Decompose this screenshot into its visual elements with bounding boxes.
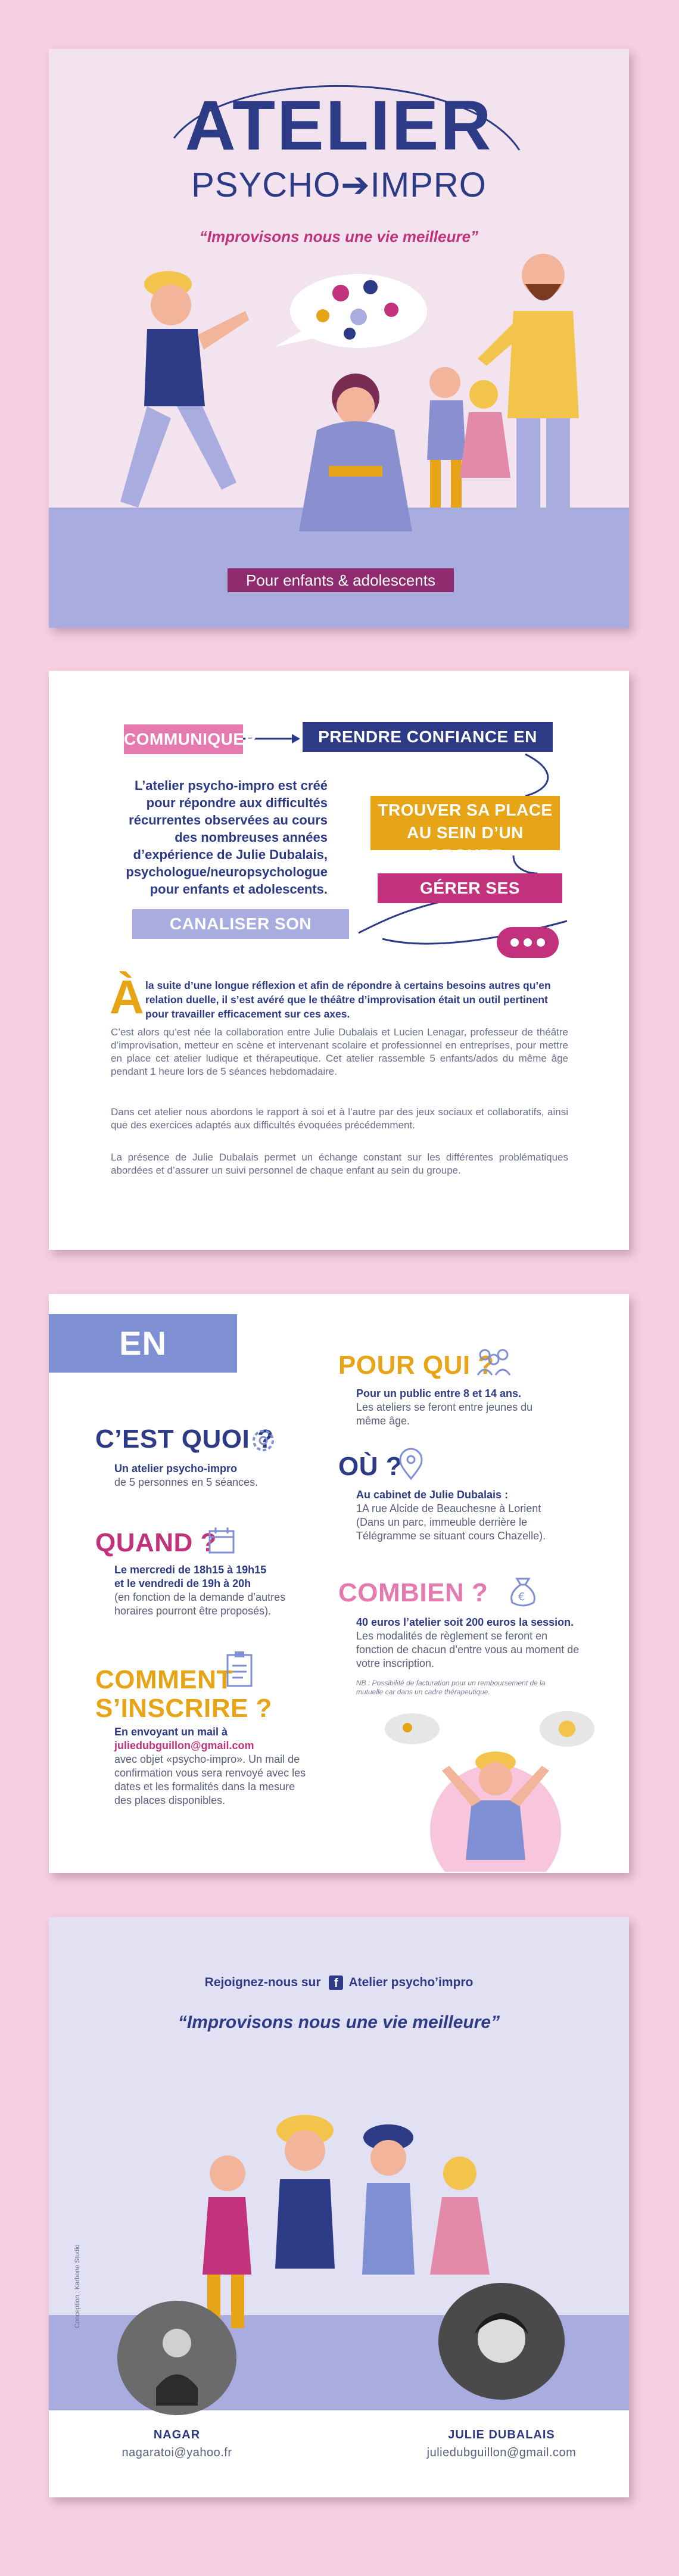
qui-bold: Pour un public entre 8 et 14 ans.	[356, 1387, 522, 1399]
quoi-bold: Un atelier psycho-impro	[114, 1463, 238, 1474]
audience-banner: Pour enfants & adolescents	[228, 568, 454, 592]
calendar-icon	[205, 1524, 238, 1557]
label-place-line2: AU SEIN D’UN GROUPE	[407, 823, 524, 864]
presentation-panel	[49, 671, 629, 1250]
contact-panel	[49, 1917, 629, 2497]
heading-ou: OÙ ?	[338, 1452, 403, 1481]
person2-email[interactable]: juliedubguillon@gmail.com	[426, 2446, 577, 2459]
quand-bold1: Le mercredi de 18h15 à 19h15	[114, 1564, 267, 1576]
quand-bold2: et le vendredi de 19h à 20h	[114, 1578, 251, 1589]
ou-text	[356, 1488, 553, 1543]
person2-name: JULIE DUBALAIS	[448, 2428, 555, 2441]
summary-heading: EN RÉSUMÉ	[49, 1314, 237, 1373]
label-communiquer: COMMUNIQUER	[124, 724, 243, 754]
lead-paragraph: la suite d’une longue réflexion et afin de répondre à certains besoins autres qu’en relation duelle, il s’est avéré que le théâtre d’improvisation était un outil pertinent pour travailler efficacement sur ces axes.	[145, 979, 551, 1020]
label-confiance: PRENDRE CONFIANCE EN SOI	[303, 722, 553, 752]
ou-bold: Au cabinet de Julie Dubalais :	[356, 1489, 509, 1501]
intro-text: L’atelier psycho-impro est créé pour répondre aux difficultés récurrentes observées au cours des nombreuses années d’expérience de Julie Dubalais, psychologue/neuropsychologue pour enfants et adolescents.	[126, 778, 328, 897]
quand-detail: (en fonction de la demande d’autres horaires pourront être proposés).	[114, 1591, 286, 1617]
quoi-text	[114, 1462, 293, 1489]
qui-text	[356, 1387, 535, 1428]
facebook-icon: f	[329, 1975, 343, 1990]
combien-bold: 40 euros l’atelier soit 200 euros la session.	[356, 1616, 574, 1628]
gear-icon	[247, 1424, 280, 1457]
join-page: Atelier psycho’impro	[348, 1975, 474, 1989]
paragraph-atelier: Dans cet atelier nous abordons le rapport à soi et à l’autre par des jeux sociaux et collaboratifs, ainsi que des exercices adaptés aux difficultés évoquées précédemment.	[111, 1106, 568, 1131]
cover-title: ATELIER	[185, 86, 493, 165]
inscrire-text	[114, 1725, 311, 1807]
child-illustration	[376, 1705, 615, 1872]
inscrire-detail: avec objet «psycho-impro». Un mail de confirmation vous sera renvoyé avec les dates et les formalités dans la mesure des places disponibles.	[114, 1753, 306, 1806]
heading-quand: QUAND ?	[95, 1528, 217, 1557]
inscrire-bold: En envoyant un mail à	[114, 1726, 228, 1738]
paragraph-suivi: La présence de Julie Dubalais permet un échange constant sur les différentes problématiques abordées et d’assurer un suivi personnel de chaque enfant au sein du groupe.	[111, 1152, 568, 1176]
qui-detail: Les ateliers se feront entre jeunes du même âge.	[356, 1401, 533, 1427]
group-illustration	[49, 1917, 629, 2497]
clipboard-icon	[222, 1649, 257, 1691]
combien-note: NB : Possibilité de facturation pour un remboursement de la mutuelle car dans un cadre thérapeutique.	[356, 1679, 546, 1696]
paragraph-collaboration: C’est alors qu’est née la collaboration entre Julie Dubalais et Lucien Lenagar, professeur de théâtre d’improvisation, metteur en scène et intervenant scolaire et professionnel en entreprises, pour mettre en place cet atelier ludique et thérapeutique. Cet atelier rassemble 5 enfants/ados du même âge pendant 1 heure lors de 5 séances hebdomadaire.	[111, 1026, 568, 1077]
design-credit: Conception : Karbone Studio	[74, 2244, 81, 2328]
label-emotions: GÉRER SES ÉMOTIONS	[378, 873, 562, 903]
combien-text	[356, 1616, 583, 1670]
drop-cap: À	[110, 970, 144, 1023]
ou-detail: 1A rue Alcide de Beauchesne à Lorient (Dans un parc, immeuble derrière le Télégramme se situant cours Chazelle).	[356, 1502, 546, 1542]
person1-name: NAGAR	[153, 2428, 201, 2441]
contact-tagline: “Improvisons nous une vie meilleure”	[177, 2012, 500, 2032]
map-pin-icon	[394, 1445, 428, 1482]
money-bag-icon	[505, 1573, 541, 1610]
label-place	[370, 796, 560, 864]
svg-text:€: €	[518, 1591, 525, 1603]
heading-quoi: C’EST QUOI ?	[95, 1424, 274, 1454]
quand-text	[114, 1563, 293, 1618]
heading-inscrire-line1: COMMENT	[95, 1665, 233, 1694]
heading-inscrire-line2: S’INSCRIRE ?	[95, 1694, 272, 1723]
join-prefix: Rejoignez-nous sur	[204, 1975, 321, 1989]
group-icon	[473, 1344, 515, 1380]
quoi-detail: de 5 personnes en 5 séances.	[114, 1476, 258, 1488]
combien-detail: Les modalités de règlement se feront en fonction de chacun d’entre vous au moment de votre inscription.	[356, 1630, 580, 1669]
heading-qui: POUR QUI ?	[338, 1351, 494, 1380]
label-place-line1: TROUVER SA PLACE	[378, 801, 553, 819]
summary-panel	[49, 1294, 629, 1873]
cover-subtitle: PSYCHO➔IMPRO	[191, 166, 487, 204]
inscrire-email[interactable]: juliedubguillon@gmail.com	[114, 1740, 254, 1751]
cover-tagline: “Improvisons nous une vie meilleure”	[199, 228, 479, 245]
cover-panel	[49, 49, 629, 628]
heading-combien: COMBIEN ?	[338, 1578, 488, 1607]
person1-email[interactable]: nagaratoi@yahoo.fr	[122, 2446, 232, 2459]
label-attention: CANALISER SON ATTENTION	[132, 909, 349, 939]
